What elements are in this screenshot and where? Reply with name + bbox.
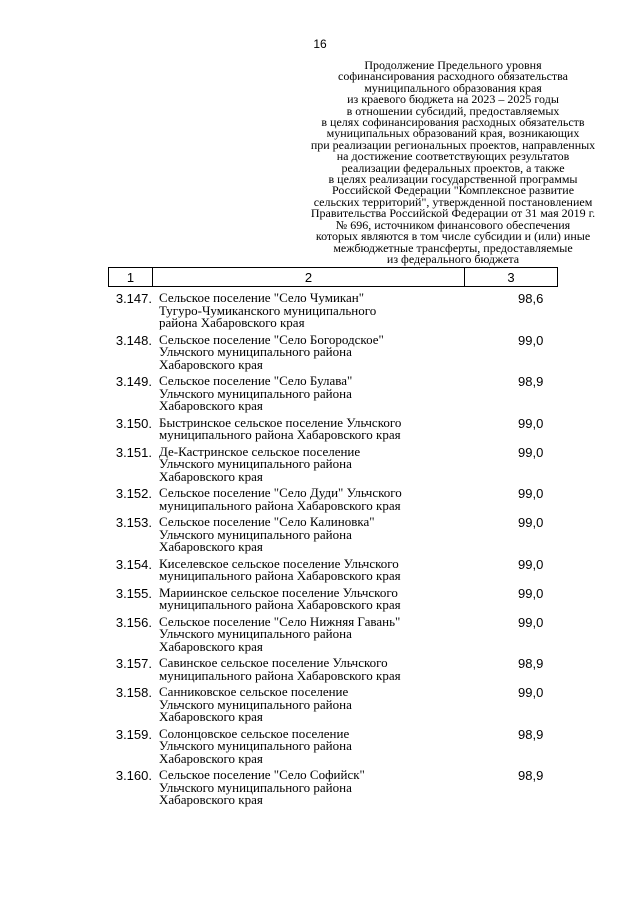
cofinancing-level-value: 98,6 [518, 291, 544, 306]
header-line: Продолжение Предельного уровня [364, 58, 542, 72]
municipality-name [152, 584, 469, 612]
municipality-name-line: Ульчского муниципального района [159, 456, 352, 471]
header-line: Российской Федерации "Комплексное развитие [331, 183, 575, 198]
cofinancing-level-value: 99,0 [518, 486, 544, 501]
header-line: при реализации региональных проектов, направленных [310, 137, 596, 152]
municipality-name-line: Ульчского муниципального района [159, 738, 352, 753]
row-number: 3.150. [115, 415, 152, 431]
municipality-name-line: Тугуро-Чумиканского муниципального [159, 302, 377, 318]
table-row [108, 584, 568, 612]
municipality-name-line: Сельское поселение "Село Калиновка" [159, 514, 375, 529]
municipality-name [152, 555, 469, 583]
cofinancing-level-value: 98,9 [518, 656, 544, 671]
header-line: муниципальных образований края, возникающих [326, 126, 580, 141]
municipality-name-line: Хабаровского края [159, 792, 263, 807]
table-row [108, 613, 568, 654]
municipality-name-line: Сельское поселение "Село Булава" [159, 373, 353, 388]
municipality-name [152, 686, 469, 724]
municipality-name-line: Сельское поселение "Село Дуди" Ульчского [159, 485, 402, 500]
municipality-name [152, 443, 469, 484]
municipality-name-line: Де-Кастринское сельское поселение [159, 443, 361, 459]
municipality-name-line: Сельское поселение "Село Чумикан" [159, 290, 365, 305]
row-number: 3.158. [115, 685, 152, 700]
table-row [108, 331, 568, 372]
header-line: муниципального образования края [364, 80, 542, 95]
row-number: 3.155. [115, 585, 152, 601]
municipality-name-line: Ульчского муниципального района [159, 626, 352, 641]
table-row [108, 769, 568, 807]
table-row [108, 414, 568, 442]
row-number: 3.148. [115, 332, 152, 348]
municipality-name-line: муниципального района Хабаровского края [159, 497, 401, 513]
cofinancing-level-value: 99,0 [518, 444, 544, 460]
header-line: из федерального бюджета [386, 251, 520, 266]
municipality-name-line: муниципального района Хабаровского края [159, 427, 401, 442]
municipality-name [152, 613, 469, 654]
cofinancing-level-value: 99,0 [518, 614, 544, 630]
cofinancing-level-value: 98,9 [518, 374, 544, 389]
cofinancing-level-value: 99,0 [518, 515, 544, 530]
document-header [288, 60, 618, 265]
municipality-name-line: Хабаровского края [159, 709, 263, 724]
municipality-name-line: Санниковское сельское поселение [159, 684, 349, 699]
municipality-name [152, 331, 469, 372]
municipality-name-line: Ульчского муниципального района [159, 385, 352, 401]
cofinancing-level-value: 99,0 [518, 415, 544, 431]
cofinancing-level-value: 99,0 [518, 585, 544, 601]
table-row [108, 686, 568, 724]
header-line: которых являются в том числе субсидии и (или) иные [315, 229, 591, 244]
municipality-name-line: муниципального района Хабаровского края [159, 568, 401, 583]
header-line: № 696, источником финансового обеспечения [335, 217, 571, 232]
municipality-name [152, 292, 469, 330]
cofinancing-level-value: 99,0 [518, 556, 544, 572]
row-number: 3.153. [115, 515, 152, 530]
header-line: софинансирования расходного обязательства [338, 69, 568, 84]
municipality-name-line: Ульчского муниципального района [159, 526, 352, 542]
municipality-name-line: Сельское поселение "Село Софийск" [159, 767, 365, 782]
table-row [108, 516, 568, 554]
table-row [108, 443, 568, 484]
table-row [108, 555, 568, 583]
table-header-row [108, 267, 558, 287]
table-row [108, 292, 568, 330]
header-line: реализации федеральных проектов, а также [341, 160, 565, 175]
row-number: 3.147. [115, 291, 152, 306]
municipality-name-line: Ульчского муниципального района [159, 779, 352, 795]
municipality-name-line: Хабаровского края [159, 468, 263, 484]
header-line: из краевого бюджета на 2023 – 2025 годы [347, 92, 559, 107]
municipality-name [152, 414, 469, 442]
row-number: 3.160. [115, 768, 152, 783]
header-line: межбюджетные трансферты, предоставляемые [333, 240, 573, 255]
municipality-name-line: Киселевское сельское поселение Ульчского [159, 555, 399, 571]
row-number: 3.156. [115, 614, 152, 630]
row-number: 3.151. [115, 444, 152, 460]
row-number: 3.157. [115, 656, 152, 671]
municipality-name-line: района Хабаровского края [159, 315, 305, 330]
municipality-name [152, 487, 469, 512]
municipality-name-line: Мариинское сельское поселение Ульчского [159, 584, 398, 600]
row-number: 3.159. [115, 726, 152, 742]
page-number: 16 [313, 37, 327, 51]
cofinancing-level-value: 99,0 [518, 332, 544, 348]
municipality-name-line: Савинское сельское поселение Ульчского [159, 655, 388, 670]
header-line: сельских территорий", утвержденной постановлением [313, 194, 593, 209]
municipality-name-line: Солонцовское сельское поселение [159, 725, 350, 741]
municipality-name-line: Сельское поселение "Село Нижняя Гавань" [159, 613, 401, 629]
municipality-name-line: Хабаровского края [159, 539, 263, 554]
cofinancing-level-value: 99,0 [518, 685, 544, 700]
municipality-name-line: Сельское поселение "Село Богородское" [159, 331, 384, 347]
municipality-name [152, 516, 469, 554]
municipality-name [152, 375, 469, 413]
row-number: 3.152. [115, 486, 152, 501]
header-line: в целях софинансирования расходных обязательств [321, 115, 585, 130]
municipality-name-line: Хабаровского края [159, 356, 263, 372]
municipality-name-line: муниципального района Хабаровского края [159, 597, 401, 612]
column-header-3: 3 [507, 269, 515, 285]
table-body [108, 292, 568, 811]
table-row [108, 375, 568, 413]
column-header-1: 1 [109, 268, 153, 286]
municipality-name-line: муниципального района Хабаровского края [159, 667, 401, 683]
municipality-name [152, 657, 469, 682]
table-row [108, 657, 568, 682]
municipality-name-line: Хабаровского края [159, 638, 263, 654]
cofinancing-level-value: 98,9 [518, 726, 544, 742]
municipality-name-line: Быстринское сельское поселение Ульчского [159, 414, 402, 430]
row-number: 3.154. [115, 556, 152, 572]
row-number: 3.149. [115, 374, 152, 389]
cofinancing-level-value: 98,9 [518, 768, 544, 783]
header-line: в целях реализации государственной программы [328, 172, 578, 187]
header-line: в отношении субсидий, предоставляемых [346, 103, 560, 118]
municipality-name [152, 769, 469, 807]
table-row [108, 725, 568, 766]
municipality-name [152, 725, 469, 766]
municipality-name-line: Ульчского муниципального района [159, 696, 352, 712]
table-row [108, 487, 568, 512]
municipality-name-line: Хабаровского края [159, 750, 263, 766]
header-line: Правительства Российской Федерации от 31 мая 2019 г. [310, 206, 596, 221]
header-line: на достижение соответствующих результатов [336, 149, 570, 164]
column-header-2: 2 [153, 268, 465, 286]
municipality-name-line: Хабаровского края [159, 398, 263, 413]
municipality-name-line: Ульчского муниципального района [159, 344, 352, 359]
